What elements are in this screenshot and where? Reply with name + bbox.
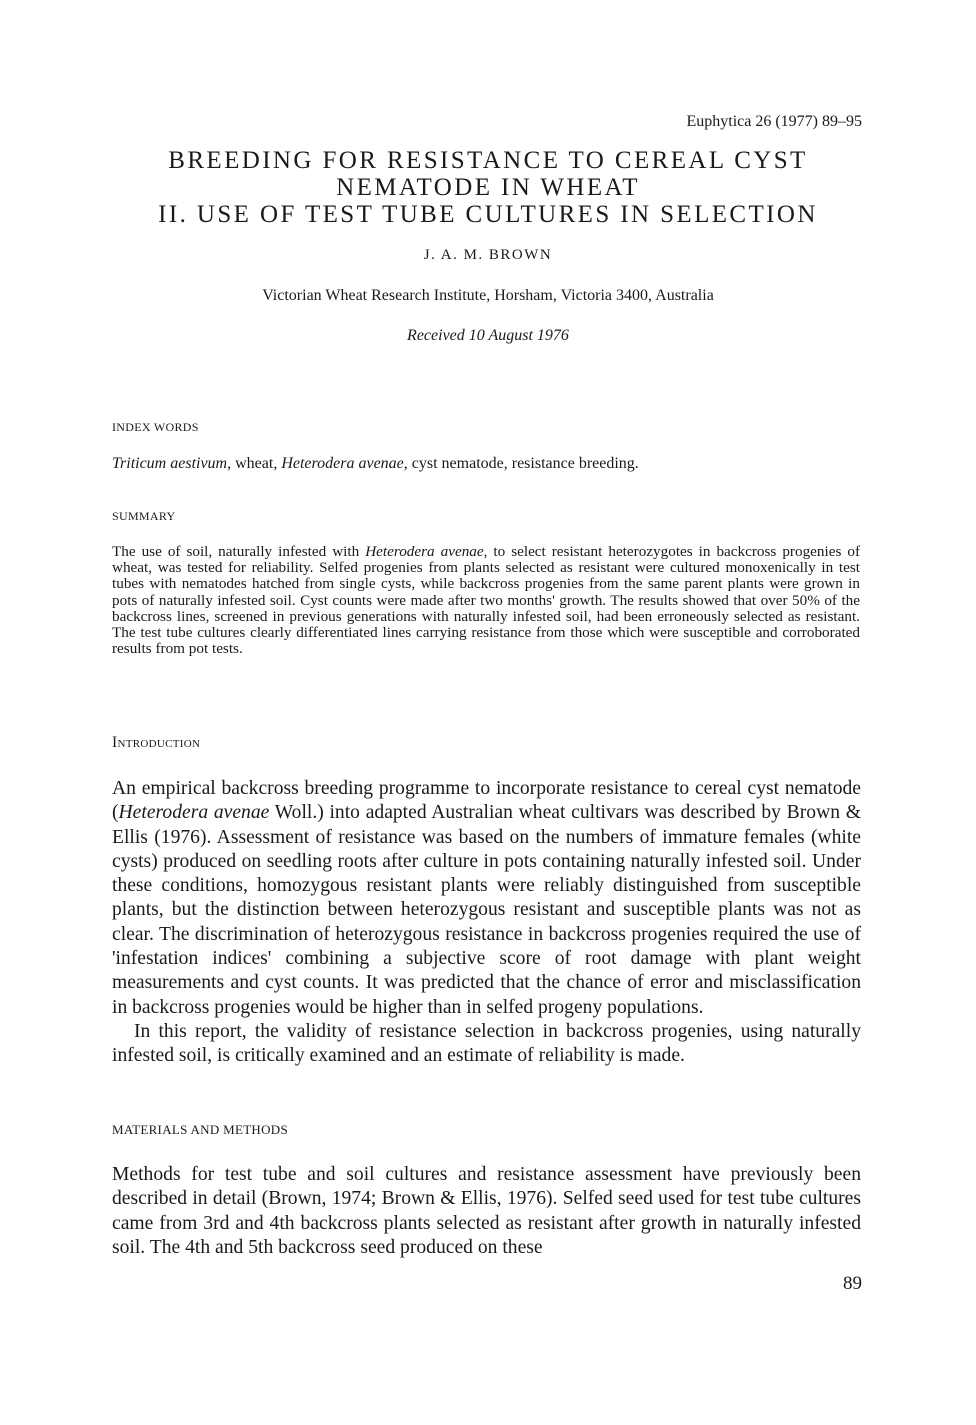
summary-part-2: , to select resistant heterozygotes in backcross progenies of wheat, was tested for reliability. Selfed progenies from plants selected as resistant were cultured monoxenically in test tubes with nematodes hatched from single cysts, while backcross progenies from the same parent plants were grown in pots of naturally infested soil. Cyst counts were made after two months' growth. The results showed that over 50% of the backcross lines, screened in previous generations with naturally infested soil, had been erroneously selected as resistant. The test tube cultures clearly differentiated lines carrying resistance from those which were susceptible and corroborated results from pot tests. bbox=[112, 543, 861, 658]
intro-paragraph-1 bbox=[112, 777, 861, 1020]
summary-italic: Heterodera avenae bbox=[365, 543, 484, 560]
paper-title bbox=[100, 147, 876, 228]
index-rest: , cyst nematode, resistance breeding. bbox=[403, 455, 639, 472]
intro-p1-a: An empirical backcross breeding programme to incorporate resistance to cereal cyst nematode ( bbox=[112, 778, 861, 824]
summary-part-1: The use of soil, naturally infested with bbox=[112, 543, 366, 560]
index-sep: , wheat, bbox=[227, 455, 282, 472]
journal-reference: Euphytica 26 (1977) 89–95 bbox=[686, 113, 862, 130]
title-line-2: NEMATODE IN WHEAT bbox=[336, 174, 640, 201]
intro-paragraph-2: In this report, the validity of resistance selection in backcross progenies, using naturally infested soil, is critically examined and an estimate of reliability is made. bbox=[112, 1020, 861, 1067]
summary-text bbox=[112, 544, 860, 657]
summary-heading: SUMMARY bbox=[112, 509, 176, 523]
title-line-3: II. USE OF TEST TUBE CULTURES IN SELECTION bbox=[158, 201, 818, 228]
introduction-body bbox=[112, 777, 861, 1069]
page-number: 89 bbox=[843, 1273, 862, 1294]
index-words-heading: INDEX WORDS bbox=[112, 420, 199, 434]
index-term-heterodera: Heterodera avenae bbox=[281, 455, 404, 472]
intro-p1-italic: Heterodera avenae bbox=[118, 802, 270, 824]
methods-paragraph-1: Methods for test tube and soil cultures and resistance assessment have previously been described in detail (Brown, 1974; Brown & Ellis, 1976). Selfed seed used for test tube cultures came from 3rd and 4th backcross plants selected as resistant after growth in naturally infested soil. The 4th and 5th backcross seed produced on these bbox=[112, 1164, 861, 1258]
intro-p1-b: Woll.) into adapted Australian wheat cultivars was described by Brown & Ellis (1976). Assessment of resistance was based on the numbers of immature females (white cysts) produced on seedling roots after culture in pots containing naturally infested soil. Under these conditions, homozygous resistant plants were reliably distinguished from susceptible plants, but the distinction between heterozygous resistant and susceptible plants was not as clear. The discrimination of heterozygous resistance in backcross progenies required the use of 'infestation indices' combining a subjective score of root damage with plant weight measurements and cyst counts. It was predicted that the chance of error and misclassification in backcross progenies would be higher than in selfed progeny populations. bbox=[112, 802, 861, 1018]
methods-body bbox=[112, 1163, 861, 1260]
index-words bbox=[112, 455, 862, 473]
introduction-heading: Introduction bbox=[112, 734, 201, 751]
title-line-1: BREEDING FOR RESISTANCE TO CEREAL CYST bbox=[168, 147, 808, 174]
received-date: Received 10 August 1976 bbox=[407, 327, 569, 344]
methods-heading: MATERIALS AND METHODS bbox=[112, 1122, 289, 1137]
index-term-triticum: Triticum aestivum bbox=[112, 455, 228, 472]
author: J. A. M. BROWN bbox=[423, 247, 553, 263]
affiliation: Victorian Wheat Research Institute, Horsham, Victoria 3400, Australia bbox=[262, 287, 714, 304]
